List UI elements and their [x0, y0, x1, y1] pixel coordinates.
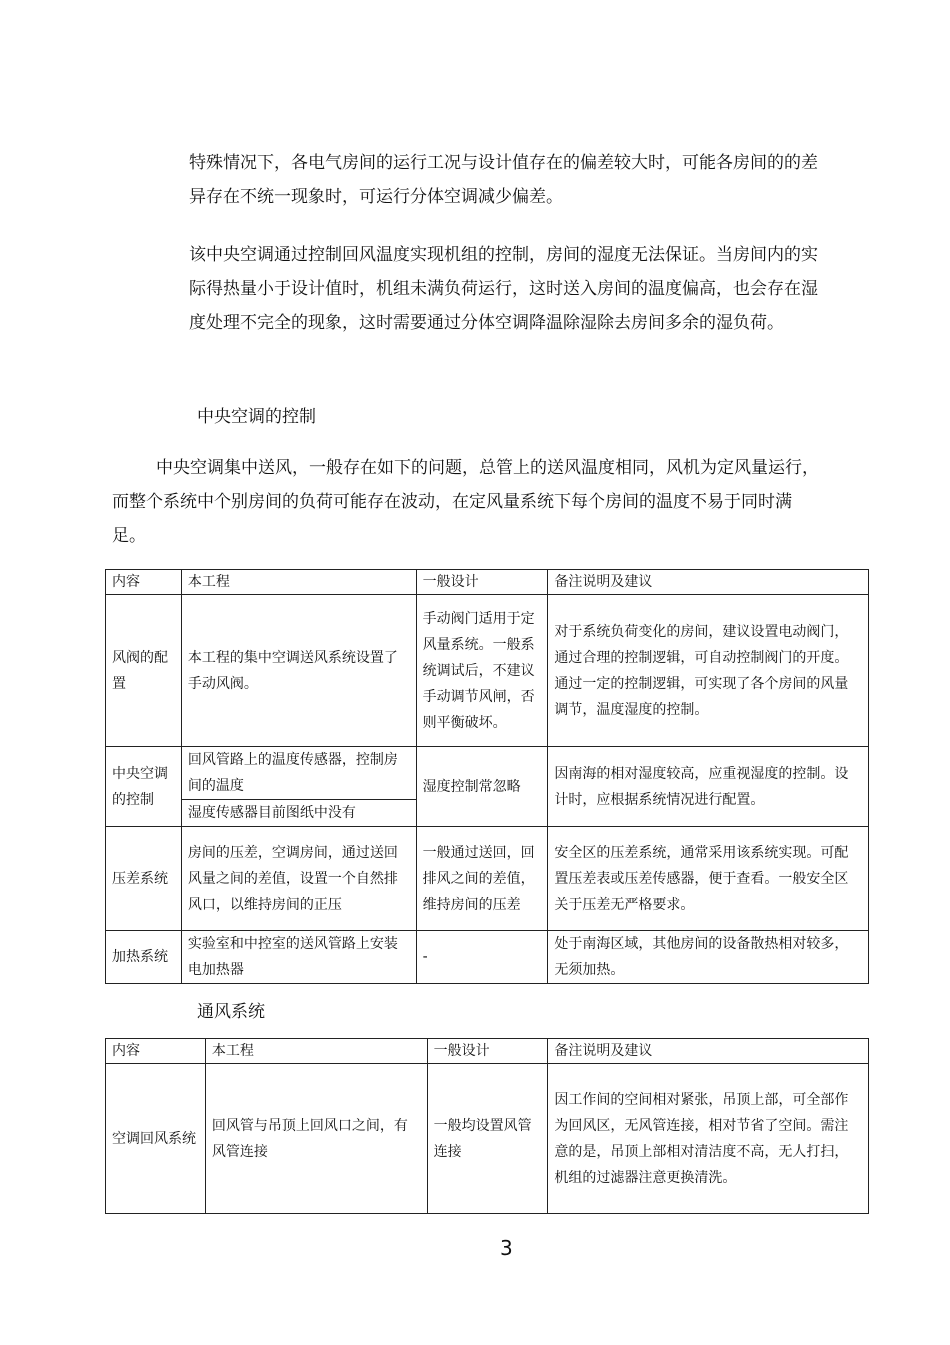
paragraph-central-supply: 中央空调集中送风，一般存在如下的问题，总管上的送风温度相同，风机为定风量运行，而整个系统中个别房间的负荷可能存在波动，在定风量系统下每个房间的温度不易于同时满足。 [112, 458, 819, 546]
header-cell: 内容 [106, 1039, 206, 1064]
table-cell: 对于系统负荷变化的房间，建议设置电动阀门，通过合理的控制逻辑，可自动控制阀门的开度。通过一定的控制逻辑，可实现了各个房间的风量调节，温度湿度的控制。 [548, 595, 869, 747]
table-row [106, 931, 869, 984]
header-cell: 内容 [106, 570, 182, 595]
table-row [106, 595, 869, 747]
table-header-row [106, 1039, 869, 1064]
header-cell: 一般设计 [416, 570, 548, 595]
comparison-table-ac [105, 569, 869, 984]
table-cell: 因南海的相对湿度较高，应重视湿度的控制。设计时，应根据系统情况进行配置。 [548, 747, 869, 827]
table-cell: 回风管路上的温度传感器，控制房间的温度 [181, 747, 416, 800]
page-number: 3 [500, 1236, 513, 1260]
table-cell: 回风管与吊顶上回风口之间，有风管连接 [205, 1064, 427, 1214]
table-cell: 空调回风系统 [106, 1064, 206, 1214]
table-cell: 手动阀门适用于定风量系统。一般系统调试后，不建议手动调节风闸，否则平衡破坏。 [416, 595, 548, 747]
table-cell: 房间的压差，空调房间，通过送回风量之间的差值，设置一个自然排风口，以维持房间的正压 [181, 827, 416, 931]
header-cell: 备注说明及建议 [548, 1039, 869, 1064]
comparison-table-ventilation [105, 1038, 869, 1214]
table-header-row [106, 570, 869, 595]
heading-ventilation: 通风系统 [197, 1002, 265, 1022]
table-cell: 湿度控制常忽略 [416, 747, 548, 827]
table-cell: 实验室和中控室的送风管路上安装电加热器 [181, 931, 416, 984]
table-cell: 因工作间的空间相对紧张，吊顶上部，可全部作为回风区，无风管连接，相对节省了空间。需注意的是，吊顶上部相对清洁度不高，无人打扫，机组的过滤器注意更换清洗。 [548, 1064, 869, 1214]
table-cell: 中央空调的控制 [106, 747, 182, 827]
header-cell: 本工程 [181, 570, 416, 595]
table-cell: 湿度传感器目前图纸中没有 [181, 800, 416, 827]
header-cell: 本工程 [205, 1039, 427, 1064]
table-cell: 处于南海区域，其他房间的设备散热相对较多，无须加热。 [548, 931, 869, 984]
header-cell: 一般设计 [427, 1039, 548, 1064]
table-cell: 安全区的压差系统，通常采用该系统实现。可配置压差表或压差传感器，便于查看。一般安全区关于压差无严格要求。 [548, 827, 869, 931]
table-row [106, 827, 869, 931]
header-cell: 备注说明及建议 [548, 570, 869, 595]
table-cell: 压差系统 [106, 827, 182, 931]
table-cell: 风阀的配置 [106, 595, 182, 747]
table-cell: 加热系统 [106, 931, 182, 984]
heading-central-control: 中央空调的控制 [197, 407, 316, 427]
table-cell: 本工程的集中空调送风系统设置了手动风阀。 [181, 595, 416, 747]
table-cell: 一般通过送回，回排风之间的差值，维持房间的压差 [416, 827, 548, 931]
table-cell: 一般均设置风管连接 [427, 1064, 548, 1214]
table-cell: - [416, 931, 548, 984]
table-row [106, 747, 869, 800]
paragraph-humidity: 该中央空调通过控制回风温度实现机组的控制，房间的湿度无法保证。当房间内的实际得热量小于设计值时，机组未满负荷运行，这时送入房间的温度偏高，也会存在湿度处理不完全的现象，这时需要通过分体空调降温除湿除去房间多余的湿负荷。 [189, 245, 818, 333]
paragraph-special-cases: 特殊情况下，各电气房间的运行工况与设计值存在的偏差较大时，可能各房间的的差异存在不统一现象时，可运行分体空调减少偏差。 [189, 153, 818, 207]
table-row [106, 1064, 869, 1214]
